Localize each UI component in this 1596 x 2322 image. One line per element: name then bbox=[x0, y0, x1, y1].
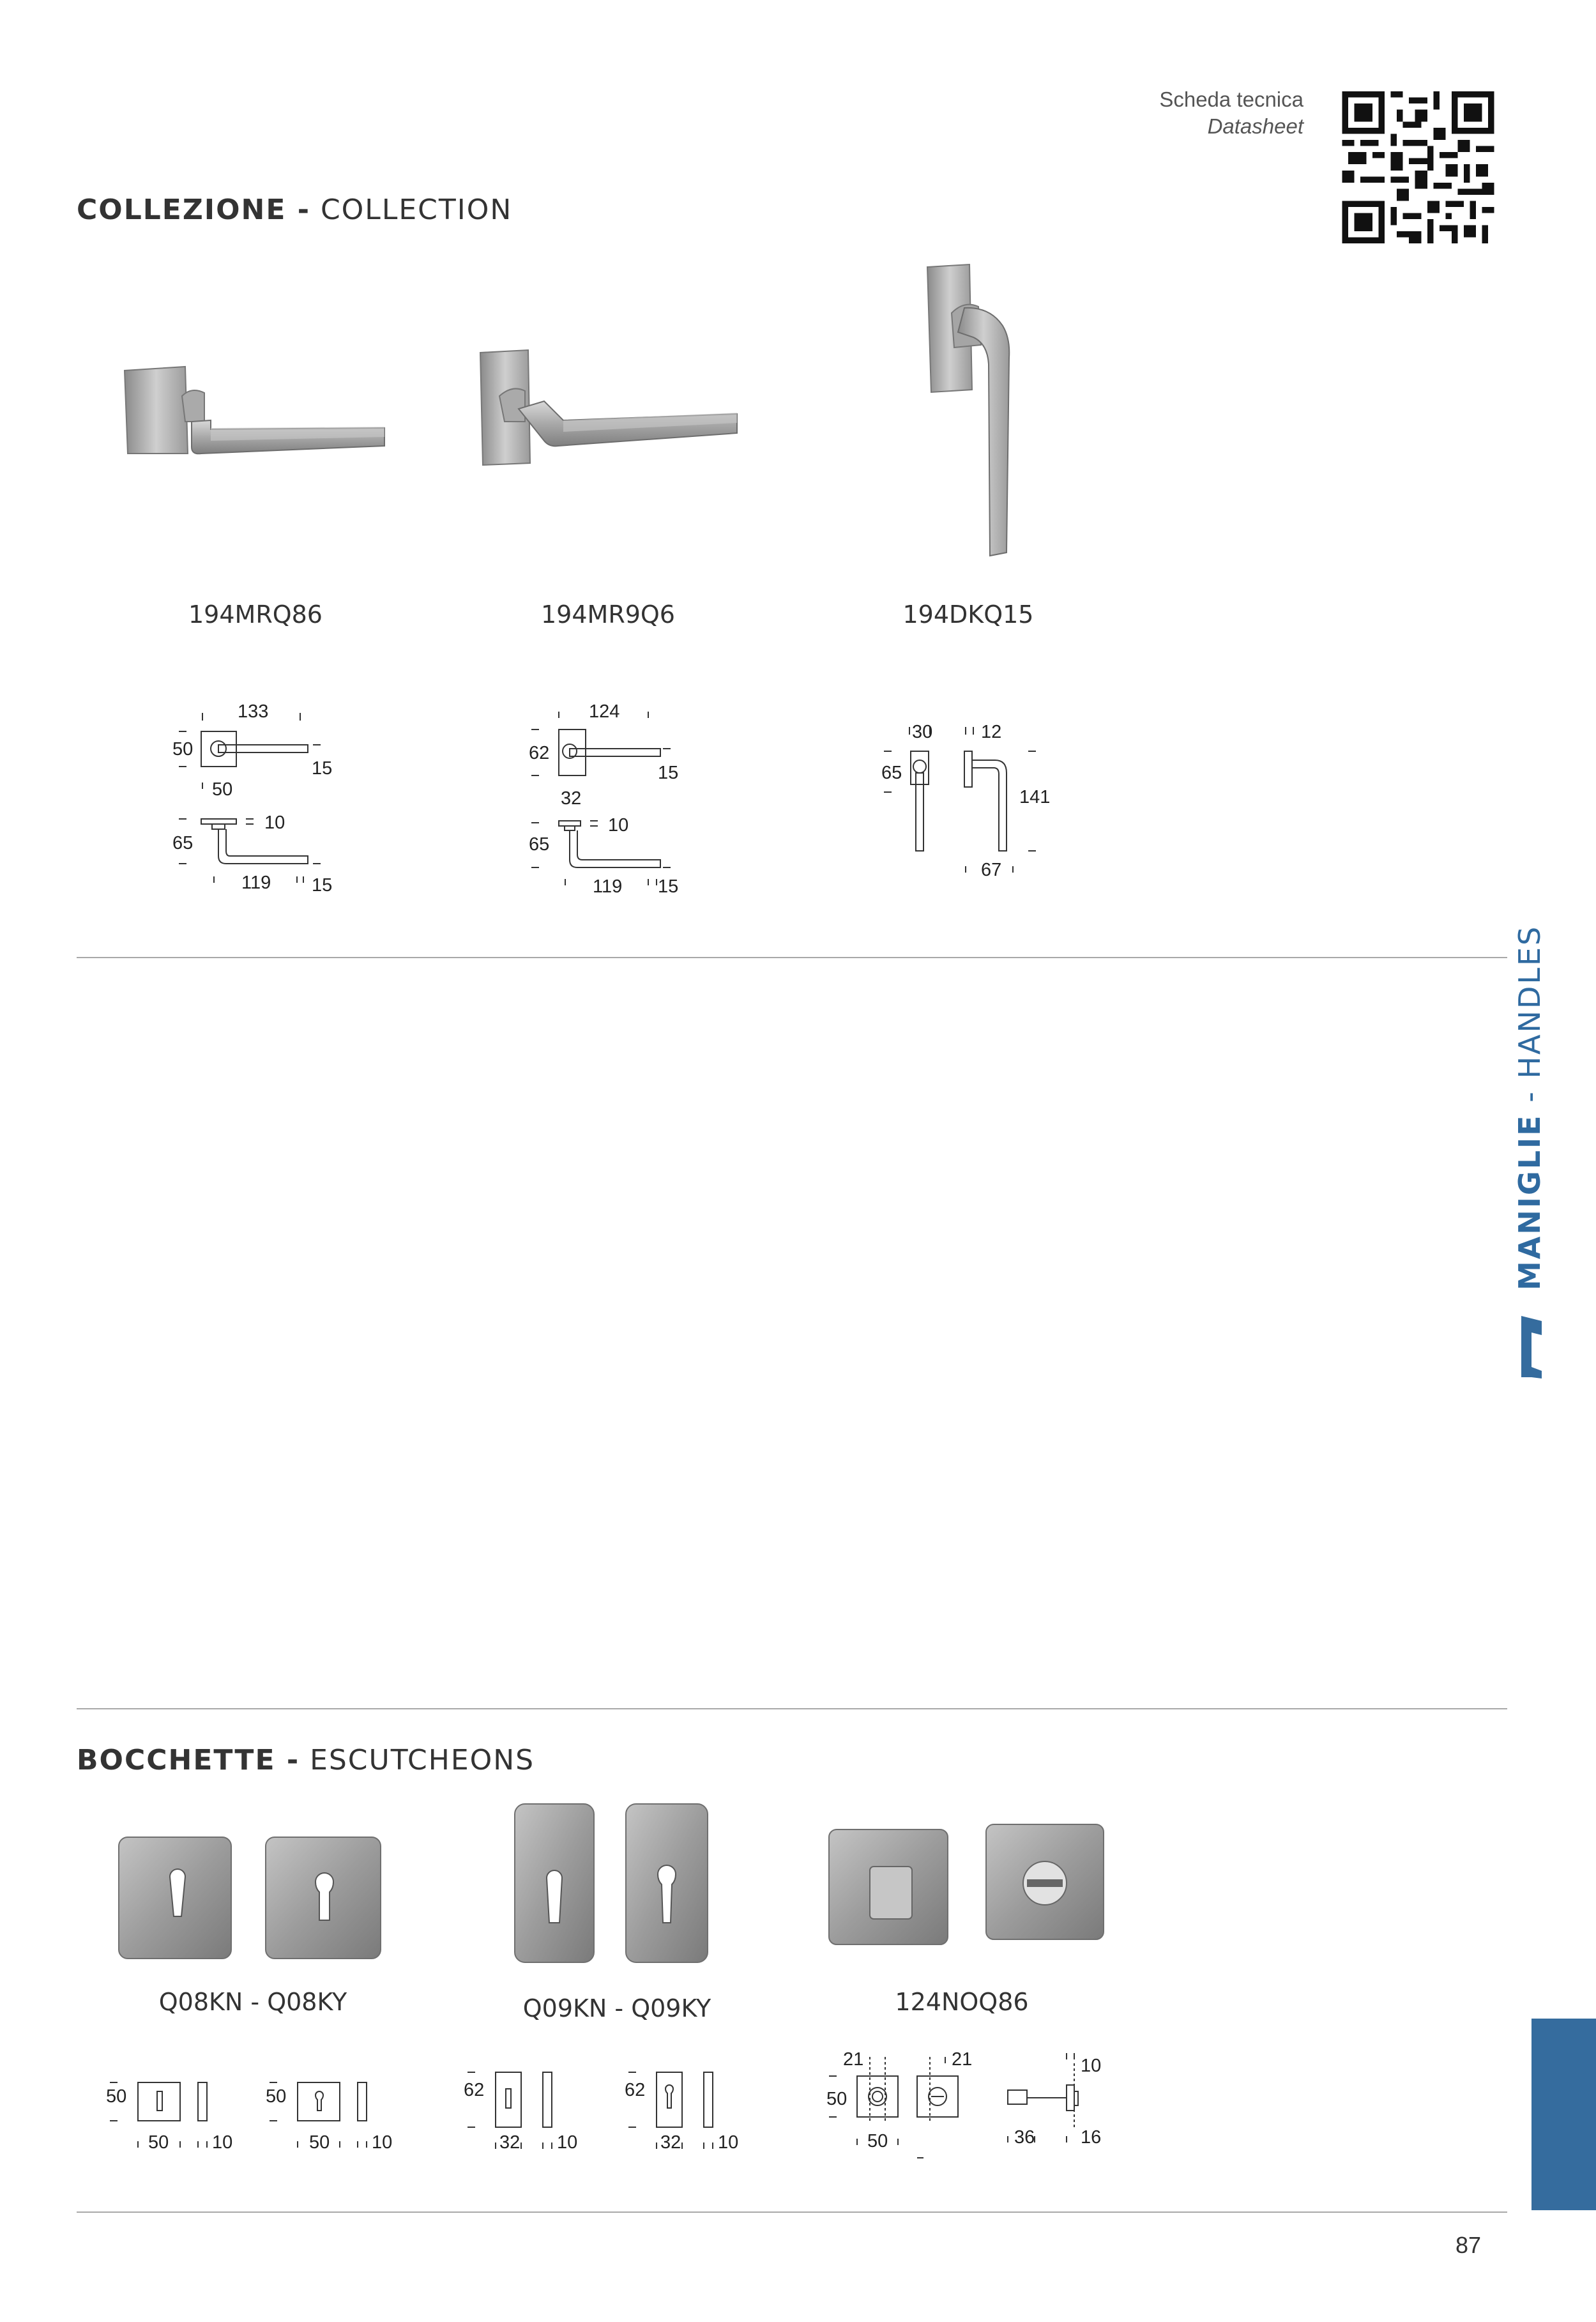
dim-label: 133 bbox=[238, 701, 269, 722]
divider bbox=[77, 2211, 1507, 2213]
datasheet-label bbox=[1048, 86, 1303, 140]
dim-label: 21 bbox=[952, 2049, 973, 2070]
dim-label: 141 bbox=[1019, 787, 1051, 807]
dim-label: 10 bbox=[372, 2132, 393, 2153]
product-image-194dkq15 bbox=[920, 262, 1022, 562]
tech-drawing-q08kn-q08ky bbox=[102, 2070, 396, 2165]
dim-label: 50 bbox=[172, 739, 194, 760]
product-image-q08kn-q08ky bbox=[115, 1827, 396, 1967]
section-side-label: MANIGLIE - HANDLES bbox=[1512, 924, 1547, 1290]
product-image-q09kn-q09ky bbox=[511, 1801, 715, 1974]
divider bbox=[77, 1708, 1507, 1709]
dim-label: 65 bbox=[881, 763, 902, 783]
dim-label: 65 bbox=[172, 833, 194, 853]
dim-label: 119 bbox=[241, 873, 271, 893]
dim-label: 30 bbox=[912, 722, 933, 742]
dim-label: 10 bbox=[718, 2132, 739, 2153]
dim-label: 21 bbox=[843, 2049, 864, 2070]
brand-mark-icon bbox=[1519, 1316, 1544, 1380]
dim-label: 50 bbox=[266, 2086, 287, 2107]
dim-label: 10 bbox=[1081, 2056, 1102, 2076]
dim-label: 16 bbox=[1081, 2127, 1102, 2148]
dim-label: 67 bbox=[981, 860, 1002, 880]
dim-label: 62 bbox=[625, 2080, 646, 2100]
escutcheons-heading: BOCCHETTE - ESCUTCHEONS bbox=[77, 1744, 535, 1776]
product-code-q08kn-q08ky: Q08KN - Q08KY bbox=[158, 1988, 347, 2016]
divider bbox=[77, 957, 1507, 958]
dim-label: 119 bbox=[593, 876, 623, 897]
dim-label: 50 bbox=[148, 2132, 169, 2153]
dim-label: 32 bbox=[499, 2132, 521, 2153]
product-code-194mr9q6: 194MR9Q6 bbox=[541, 600, 675, 629]
product-code-q09kn-q09ky: Q09KN - Q09KY bbox=[522, 1994, 711, 2022]
product-image-194mrq86 bbox=[121, 358, 396, 466]
dim-label: 12 bbox=[981, 722, 1002, 742]
section-tab-marker bbox=[1531, 2019, 1596, 2210]
dim-label: 124 bbox=[589, 701, 620, 722]
dim-label: 15 bbox=[658, 876, 679, 897]
dim-label: 32 bbox=[561, 788, 582, 809]
page-number: 87 bbox=[1455, 2232, 1481, 2258]
dim-label: 10 bbox=[608, 815, 629, 836]
product-image-124noq86 bbox=[824, 1814, 1111, 1955]
dim-label: 65 bbox=[529, 834, 550, 855]
dim-label: 10 bbox=[264, 813, 285, 833]
dim-label: 10 bbox=[212, 2132, 233, 2153]
dim-label: 62 bbox=[529, 743, 550, 763]
product-code-124noq86: 124NOQ86 bbox=[895, 1988, 1029, 2016]
dim-label: 15 bbox=[658, 763, 679, 783]
dim-label: 36 bbox=[1014, 2127, 1035, 2148]
scheda-tecnica-text: Scheda tecnica bbox=[1159, 88, 1303, 111]
dim-label: 50 bbox=[867, 2131, 888, 2151]
collection-heading: COLLEZIONE - COLLECTION bbox=[77, 194, 513, 226]
product-code-194dkq15: 194DKQ15 bbox=[902, 600, 1034, 629]
dim-label: 32 bbox=[660, 2132, 681, 2153]
dim-label: 10 bbox=[557, 2132, 578, 2153]
product-image-194mr9q6 bbox=[474, 345, 742, 473]
dim-label: 50 bbox=[826, 2089, 847, 2109]
product-code-194mrq86: 194MRQ86 bbox=[188, 600, 323, 629]
dim-label: 50 bbox=[212, 779, 233, 800]
dim-label: 15 bbox=[312, 875, 333, 896]
dim-label: 50 bbox=[106, 2086, 127, 2107]
datasheet-text: Datasheet bbox=[1207, 114, 1303, 138]
dim-label: 15 bbox=[312, 758, 333, 779]
dim-label: 62 bbox=[464, 2080, 485, 2100]
dim-label: 50 bbox=[309, 2132, 330, 2153]
qr-code-icon[interactable] bbox=[1340, 91, 1496, 243]
